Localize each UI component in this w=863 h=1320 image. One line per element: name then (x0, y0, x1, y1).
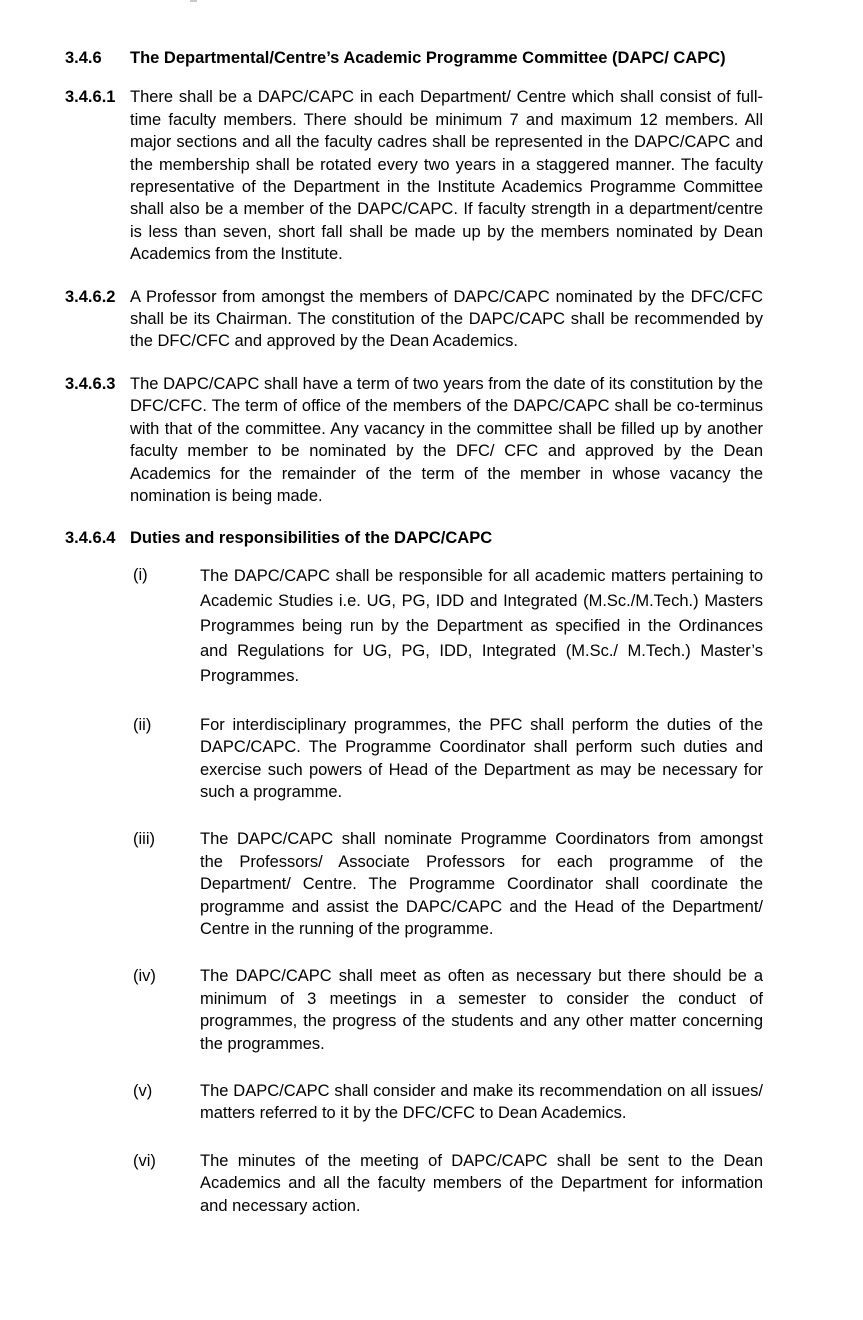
duty-item-iv (133, 965, 763, 1055)
list-marker: (vi) (133, 1151, 156, 1170)
section-3-4-6-1 (65, 86, 763, 265)
section-number: 3.4.6 (65, 49, 102, 67)
duty-item-i (133, 564, 763, 689)
list-item-text: For interdisciplinary programmes, the PFC shall perform the duties of the DAPC/CAPC. The Programme Coordinator shall perform such duties and exercise such powers of Head of the Department as may be necessary for such a programme. (200, 715, 763, 801)
list-item-text: The DAPC/CAPC shall nominate Programme Coordinators from amongst the Professors/ Associate Professors for each programme of the Department/ Centre. The Programme Coordinator shall coordinate the programme and assist the DAPC/CAPC and the Head of the Department/ Centre in the running of the programme. (200, 830, 763, 938)
list-marker: (i) (133, 565, 148, 584)
section-body-text: The DAPC/CAPC shall have a term of two years from the date of its constitution by the DFC/CFC. The term of office of the members of the DAPC/CAPC shall be co-terminus with that of the committee. Any vacancy in the committee shall be filled up by another faculty member to be nominated by the DFC/ CFC and approved by the Dean Academics for the remainder of the term of the member in whose vacancy the nomination is being made. (130, 374, 763, 505)
section-3-4-6-4-heading (65, 527, 763, 549)
scan-artifact-mark (190, 0, 197, 2)
list-marker: (ii) (133, 715, 152, 734)
section-3-4-6-2 (65, 286, 763, 353)
duty-item-v (133, 1080, 763, 1125)
section-heading-text: The Departmental/Centre’s Academic Programme Committee (DAPC/ CAPC) (130, 49, 726, 67)
section-body-text: There shall be a DAPC/CAPC in each Department/ Centre which shall consist of full-time faculty members. There should be minimum 7 and maximum 12 members. All major sections and all the faculty cadres shall be represented in the DAPC/CAPC and the membership shall be rotated every two years in a staggered manner. The faculty representative of the Department in the Institute Academics Programme Committee shall also be a member of the DAPC/CAPC. If faculty strength in a department/centre is less than seven, short fall shall be made up by the members nominated by Dean Academics from the Institute. (130, 88, 763, 264)
section-3-4-6-3 (65, 373, 763, 507)
section-3-4-6-heading (65, 47, 763, 69)
section-body-text: A Professor from amongst the members of DAPC/CAPC nominated by the DFC/CFC shall be its Chairman. The constitution of the DAPC/CAPC shall be recommended by the DFC/CFC and approved by the Dean Academics. (130, 287, 763, 351)
list-item-text: The DAPC/CAPC shall meet as often as necessary but there should be a minimum of 3 meetings in a semester to consider the conduct of programmes, the progress of the students and any other matter concerning the programmes. (200, 967, 763, 1053)
section-number: 3.4.6.3 (65, 374, 116, 393)
section-heading-text: Duties and responsibilities of the DAPC/CAPC (130, 529, 493, 548)
section-number: 3.4.6.1 (65, 88, 116, 107)
list-item-text: The minutes of the meeting of DAPC/CAPC shall be sent to the Dean Academics and all the faculty members of the Department for information and necessary action. (200, 1151, 763, 1215)
duty-item-vi (133, 1150, 763, 1217)
list-item-text: The DAPC/CAPC shall consider and make its recommendation on all issues/ matters referred to it by the DFC/CFC to Dean Academics. (200, 1082, 763, 1123)
list-marker: (iii) (133, 830, 155, 849)
duty-item-ii (133, 714, 763, 804)
list-item-text: The DAPC/CAPC shall be responsible for all academic matters pertaining to Academic Studies i.e. UG, PG, IDD and Integrated (M.Sc./M.Tech.) Masters Programmes being run by the Department as specified in the Ordinances and Regulations for UG, PG, IDD, Integrated (M.Sc./ M.Tech.) Master’s Programmes. (200, 566, 763, 685)
section-number: 3.4.6.2 (65, 287, 116, 306)
list-marker: (v) (133, 1082, 153, 1100)
section-number: 3.4.6.4 (65, 529, 116, 548)
list-marker: (iv) (133, 967, 156, 986)
duty-item-iii (133, 828, 763, 940)
